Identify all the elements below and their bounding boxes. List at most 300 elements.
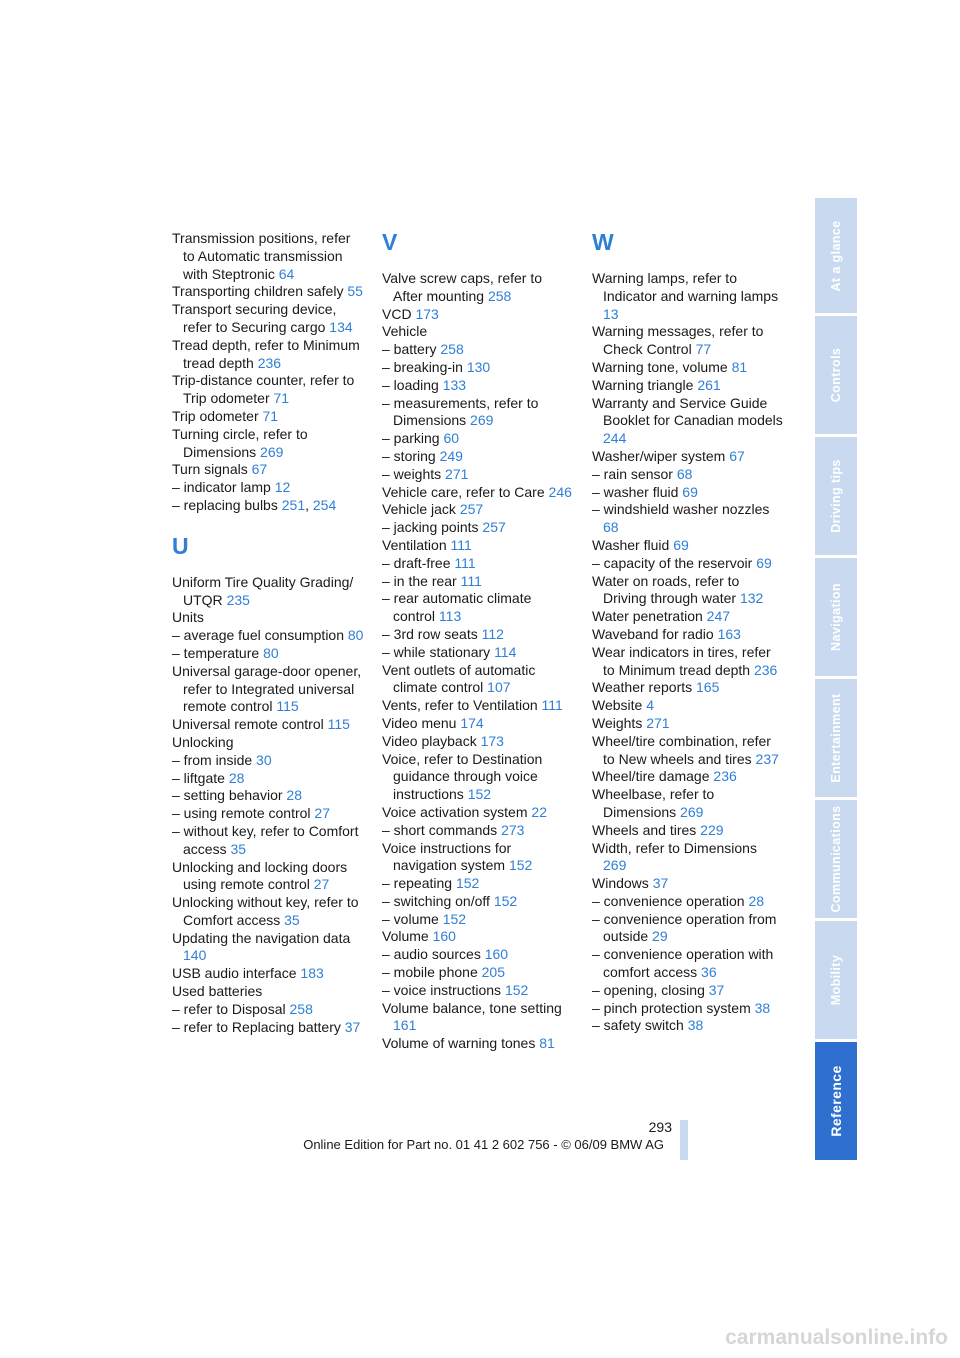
index-entry-text: Vehicle care, refer to Care	[382, 483, 545, 500]
index-entry	[592, 875, 784, 893]
index-entry-text: Warning tone, volume	[592, 358, 728, 375]
page-reference-link[interactable]: 257	[459, 501, 484, 518]
index-entry	[592, 608, 784, 626]
index-entry	[382, 822, 574, 840]
index-entry-text: – loading	[382, 376, 439, 393]
tab-controls[interactable]: Controls	[815, 316, 857, 434]
page-reference-link[interactable]: 67	[251, 461, 268, 478]
page-reference-link[interactable]: 134	[329, 318, 353, 335]
index-entry	[382, 733, 574, 751]
index-entry-text: Washer/wiper system	[592, 447, 726, 464]
page-reference-link[interactable]: 68	[676, 465, 693, 482]
page-reference-link[interactable]: 273	[501, 821, 525, 838]
index-entry	[592, 573, 784, 609]
page-reference-link[interactable]: 130	[466, 358, 491, 375]
index-entry-text: Water penetration	[592, 608, 703, 625]
index-entry-text: – short commands	[382, 821, 498, 838]
index-entry	[382, 626, 574, 644]
index-entry	[592, 840, 784, 876]
index-entry	[382, 751, 574, 804]
index-entry-text: Warning triangle	[592, 376, 694, 393]
page-reference-link[interactable]: 269	[260, 443, 284, 460]
index-entry-text: – while stationary	[382, 643, 491, 660]
index-entry	[382, 555, 574, 573]
index-entry	[172, 337, 364, 373]
index-entry	[172, 734, 364, 752]
page-reference-link[interactable]: 111	[541, 697, 563, 714]
page-reference-link[interactable]: 205	[481, 964, 505, 981]
page-reference-link[interactable]: 80	[347, 627, 364, 644]
index-entry-text: Website	[592, 697, 643, 714]
index-entry-text: – windshield washer nozzles	[592, 501, 770, 518]
index-entry-text: Universal garage-door opener, refer to Integrated universal remote control	[172, 662, 362, 715]
page-reference-link[interactable]: 22	[531, 803, 547, 820]
index-entry	[172, 627, 364, 645]
index-entry-text: VCD	[382, 305, 412, 322]
index-entry	[592, 786, 784, 822]
page-reference-link[interactable]: 237	[755, 750, 779, 767]
page-reference-link[interactable]: 30	[256, 751, 272, 768]
index-entry	[592, 946, 784, 982]
page-reference-link[interactable]: 271	[646, 714, 670, 731]
page-reference-link[interactable]: 36	[701, 964, 717, 981]
index-entry-text: – indicator lamp	[172, 479, 271, 496]
index-entry-text: – safety switch	[592, 1017, 684, 1034]
page-reference-link[interactable]: 257	[482, 519, 506, 536]
index-entry	[172, 930, 364, 966]
index-entry	[592, 644, 784, 680]
index-entry-text: Windows	[592, 875, 649, 892]
index-entry-text: – opening, closing	[592, 981, 705, 998]
index-entry	[592, 466, 784, 484]
index-entry	[382, 911, 574, 929]
index-entry-text: – weights	[382, 465, 442, 482]
index-entry	[592, 768, 784, 786]
page-reference-link[interactable]: 12	[274, 479, 291, 496]
page-number-bar	[680, 1120, 688, 1160]
index-entry-text: USB audio interface	[172, 965, 297, 982]
index-entry-text: Trip-distance counter, refer to Trip odometer	[172, 372, 355, 407]
page-reference-link[interactable]: 247	[706, 608, 731, 625]
page-reference-link[interactable]: 69	[673, 536, 689, 553]
index-entry-text: Wheel/tire damage	[592, 768, 710, 785]
index-entry-text: – average fuel consumption	[172, 627, 344, 644]
index-entry-text: Unlocking and locking doors using remote control	[172, 858, 348, 893]
section-tabs	[815, 198, 857, 1160]
index-entry	[172, 574, 364, 610]
index-entry	[172, 787, 364, 805]
index-entry-text: Uniform Tire Quality Grading/ UTQR	[172, 573, 354, 608]
index-entry	[172, 770, 364, 788]
index-entry-text: Units	[172, 609, 204, 626]
page-reference-link[interactable]: 28	[748, 892, 765, 909]
page-reference-link[interactable]: 174	[460, 714, 484, 731]
index-letter-heading: V	[382, 229, 398, 255]
index-entry	[172, 823, 364, 859]
index-entry	[382, 875, 574, 893]
index-entry	[382, 573, 574, 591]
index-entry	[382, 964, 574, 982]
index-entry	[592, 679, 784, 697]
page-reference-link[interactable]: 152	[467, 786, 492, 803]
index-entry	[592, 377, 784, 395]
section-spacer	[172, 515, 364, 534]
index-entry	[592, 270, 784, 323]
index-entry-text: Warning messages, refer to Check Control	[592, 323, 764, 358]
index-entry-text: Vents, refer to Ventilation	[382, 697, 538, 714]
index-entry	[382, 448, 574, 466]
page-reference-link[interactable]: 37	[344, 1018, 361, 1035]
page-reference-link[interactable]: 71	[273, 390, 290, 407]
index-entry-text: Volume of warning tones	[382, 1035, 536, 1052]
index-entry-text: Warning lamps, refer to Indicator and warning lamps	[592, 270, 779, 304]
index-letter-heading: U	[172, 532, 189, 559]
index-column-2	[382, 230, 574, 1053]
index-entry	[382, 484, 574, 502]
index-entry-text: – refer to Replacing battery	[172, 1018, 341, 1035]
index-entry	[382, 466, 574, 484]
page-reference-link[interactable]: 81	[539, 1035, 555, 1052]
page-reference-link[interactable]: 152	[455, 875, 480, 892]
index-entry-text: – draft-free	[382, 554, 451, 571]
index-entry	[172, 609, 364, 627]
index-entry	[592, 484, 784, 502]
index-entry-text: Water on roads, refer to Driving through water	[592, 572, 740, 607]
page-reference-link[interactable]: 37	[652, 875, 669, 892]
page-reference-link[interactable]: 235	[226, 591, 250, 608]
index-entry-text: – parking	[382, 430, 440, 447]
index-entry-text: Video menu	[382, 714, 457, 731]
page-reference-link[interactable]: 165	[696, 679, 720, 696]
index-entry-text: – refer to Disposal	[172, 1000, 286, 1017]
index-entry-text: – rain sensor	[592, 465, 673, 482]
tab-communications[interactable]: Communications	[815, 800, 857, 918]
tab-navigation[interactable]: Navigation	[815, 558, 857, 676]
page-reference-link[interactable]: 27	[313, 876, 330, 893]
page-reference-link[interactable]: 35	[284, 911, 300, 928]
index-entry	[382, 928, 574, 946]
page-reference-link[interactable]: 112	[481, 625, 504, 642]
index-entry-text: – rear automatic climate control	[382, 590, 532, 625]
page-reference-link[interactable]: 28	[228, 769, 245, 786]
index-entry	[172, 859, 364, 895]
page-reference-link[interactable]: 27	[314, 805, 330, 822]
index-entry-text: – measurements, refer to Dimensions	[382, 394, 539, 429]
index-entry	[382, 323, 574, 341]
tab-driving-tips[interactable]: Driving tips	[815, 437, 857, 555]
index-entry-text: Updating the navigation data	[172, 929, 351, 946]
index-column-1	[172, 230, 364, 1036]
page-reference-link[interactable]: 258	[440, 341, 464, 358]
index-entry-text: Volume	[382, 928, 429, 945]
index-entry-text: Washer fluid	[592, 536, 670, 553]
page-reference-link[interactable]: 71	[262, 407, 279, 424]
index-column-3	[592, 230, 784, 1035]
page-reference-link[interactable]: 80	[263, 644, 279, 661]
index-entry	[592, 395, 784, 448]
index-entry	[382, 270, 574, 306]
page-reference-link[interactable]: 261	[697, 376, 721, 393]
page-reference-link[interactable]: 246	[548, 483, 572, 500]
index-entry-text: – mobile phone	[382, 964, 478, 981]
index-entry-text: Width, refer to Dimensions	[592, 839, 757, 856]
page-reference-link[interactable]: 163	[717, 625, 741, 642]
tab-mobility[interactable]: Mobility	[815, 921, 857, 1039]
index-entry	[172, 965, 364, 983]
index-entry	[382, 840, 574, 876]
index-entry-text: Unlocking	[172, 733, 234, 750]
index-entry-text: Volume balance, tone setting	[382, 999, 562, 1016]
index-entry-text: – volume	[382, 910, 439, 927]
index-entry-text: Video playback	[382, 732, 477, 749]
index-entry-text: Transporting children safely	[172, 283, 344, 300]
index-entry-text: Tread depth, refer to Minimum tread depth	[172, 336, 360, 371]
index-entry-text: – temperature	[172, 644, 260, 661]
index-entry-text: Voice, refer to Destination guidance through voice instructions	[382, 750, 543, 803]
index-entry	[592, 822, 784, 840]
page-reference-link[interactable]: 254	[312, 496, 337, 513]
index-entry-text: Wheel/tire combination, refer to New wheels and tires	[592, 732, 771, 767]
page-reference-link[interactable]: 152	[442, 910, 467, 927]
index-entry	[382, 501, 574, 519]
page-reference-link[interactable]: 55	[347, 283, 363, 300]
index-entry-text: Wheelbase, refer to Dimensions	[592, 786, 715, 820]
index-entry-text: – battery	[382, 341, 437, 358]
index-entry	[172, 230, 364, 283]
page-reference-link[interactable]: 160	[484, 946, 509, 963]
index-entry-text: Voice instructions for navigation system	[382, 839, 512, 874]
index-entry	[172, 663, 364, 716]
page-reference-link[interactable]: 133	[442, 376, 467, 393]
page-reference-link[interactable]: 140	[183, 947, 207, 964]
page-reference-link[interactable]: 258	[289, 1000, 313, 1017]
index-entry-text: Ventilation	[382, 536, 447, 553]
page-reference-link[interactable]: 152	[508, 857, 533, 874]
page-reference-link[interactable]: 236	[257, 354, 282, 371]
index-entry	[382, 590, 574, 626]
index-entry-text: – washer fluid	[592, 483, 679, 500]
index-entry	[592, 733, 784, 769]
index-entry-text: Turning circle, refer to Dimensions	[172, 425, 308, 460]
index-entry	[382, 359, 574, 377]
page-reference-link[interactable]: 38	[754, 999, 771, 1016]
page-reference-link[interactable]: 28	[286, 787, 302, 804]
page-reference-link[interactable]: 69	[682, 483, 698, 500]
index-entry	[592, 715, 784, 733]
index-entry-text: – replacing bulbs	[172, 496, 278, 513]
page-reference-link[interactable]: 111	[454, 554, 476, 571]
index-entry	[172, 716, 364, 734]
index-entry-text: – convenience operation from outside	[592, 910, 777, 945]
index-entry-text: Weather reports	[592, 679, 693, 696]
index-entry-text: Warranty and Service Guide Booklet for Canadian models	[592, 394, 783, 429]
index-entry-text: – convenience operation	[592, 892, 745, 909]
page-reference-link[interactable]: 173	[415, 305, 439, 322]
page-reference-link[interactable]: 4	[646, 697, 655, 714]
footer-edition: Online Edition for Part no. 01 41 2 602 756 - © 06/09 BMW AG	[303, 1137, 664, 1152]
index-entry-text: Turn signals	[172, 461, 248, 478]
index-entry	[172, 301, 364, 337]
index-entry	[382, 1000, 574, 1036]
index-entry	[592, 555, 784, 573]
page-reference-link[interactable]: 258	[487, 287, 512, 304]
index-entry-text: Transmission positions, refer to Automatic transmission with Steptronic	[172, 230, 351, 282]
index-letter-heading: W	[592, 229, 614, 255]
index-entry-text: Unlocking without key, refer to Comfort access	[172, 894, 359, 928]
index-entry	[172, 645, 364, 663]
index-entry-text: Waveband for radio	[592, 625, 714, 642]
index-entry	[592, 697, 784, 715]
tab-entertainment[interactable]: Entertainment	[815, 679, 857, 797]
page-reference-link[interactable]: 68	[603, 519, 619, 536]
index-entry	[382, 341, 574, 359]
index-entry	[382, 804, 574, 822]
index-entry	[172, 461, 364, 479]
index-entry	[382, 430, 574, 448]
index-entry-text: Universal remote control	[172, 716, 324, 733]
page-reference-link[interactable]: 113	[438, 608, 462, 625]
index-entry	[172, 426, 364, 462]
index-entry	[172, 983, 364, 1001]
page-reference-link[interactable]: 269	[680, 803, 704, 820]
page-reference-link[interactable]: 81	[731, 358, 748, 375]
index-entry-text: – breaking-in	[382, 358, 463, 375]
index-entry	[382, 395, 574, 431]
index-entry	[382, 697, 574, 715]
page-reference-link[interactable]: 67	[729, 447, 745, 464]
page-reference-link[interactable]: 236	[753, 661, 778, 678]
page-reference-link[interactable]: 64	[278, 265, 295, 282]
page-reference-link[interactable]: 152	[504, 981, 529, 998]
page-reference-link[interactable]: 111	[450, 536, 472, 553]
index-entry-text: – from inside	[172, 751, 253, 768]
index-entry-text: Transport securing device, refer to Securing cargo	[172, 301, 337, 335]
page-reference-link[interactable]: 244	[603, 430, 627, 447]
page-reference-link[interactable]: 37	[708, 981, 725, 998]
index-entry	[592, 359, 784, 377]
index-entry	[172, 894, 364, 930]
page-reference-link[interactable]: 152	[493, 892, 518, 909]
index-entry	[592, 911, 784, 947]
page-reference-link[interactable]: 249	[439, 447, 463, 464]
index-entry	[382, 306, 574, 324]
page-reference-link[interactable]: 251	[281, 496, 306, 513]
index-entry-text: Wear indicators in tires, refer to Minimum tread depth	[592, 643, 771, 678]
index-entry-text: Wheels and tires	[592, 821, 697, 838]
index-entry	[592, 893, 784, 911]
page-reference-link[interactable]: 183	[300, 965, 324, 982]
page-reference-link[interactable]: 236	[713, 768, 737, 785]
index-entry	[592, 1017, 784, 1035]
index-entry	[382, 377, 574, 395]
index-entry-text: – using remote control	[172, 805, 311, 822]
page-reference-link[interactable]: 29	[652, 928, 668, 945]
index-entry-text: – convenience operation with comfort access	[592, 946, 774, 981]
index-entry	[172, 408, 364, 426]
index-entry-text: Valve screw caps, refer to After mounting	[382, 270, 543, 304]
page-reference-link[interactable]: 269	[470, 412, 494, 429]
index-entry-text: – jacking points	[382, 519, 479, 536]
page-reference-link[interactable]: 271	[445, 465, 469, 482]
page-reference-link[interactable]: 160	[432, 928, 456, 945]
page-reference-link[interactable]: 107	[487, 679, 511, 696]
page-reference-link[interactable]: 115	[276, 698, 299, 715]
index-entry-text: – audio sources	[382, 946, 481, 963]
index-entry-text: – setting behavior	[172, 787, 283, 804]
index-entry	[592, 982, 784, 1000]
page-reference-link[interactable]: 115	[327, 716, 350, 733]
index-entry	[382, 1035, 574, 1053]
index-entry	[172, 1001, 364, 1019]
index-entry-text: – switching on/off	[382, 892, 490, 909]
index-entry-text: Vehicle jack	[382, 501, 456, 518]
index-entry-text: – without key, refer to Comfort access	[172, 822, 359, 857]
index-entry-text: Vent outlets of automatic climate control	[382, 661, 536, 696]
index-entry	[382, 893, 574, 911]
tab-at-a-glance[interactable]: At a glance	[815, 198, 857, 313]
watermark: carmanualsonline.info	[725, 1326, 948, 1349]
index-entry	[592, 626, 784, 644]
page-reference-link[interactable]: 173	[480, 732, 504, 749]
index-entry	[592, 448, 784, 466]
index-entry-text: – storing	[382, 447, 436, 464]
index-entry-text: Used batteries	[172, 983, 263, 1000]
index-entry	[172, 372, 364, 408]
page-reference-link[interactable]: 13	[603, 305, 619, 322]
index-entry	[172, 479, 364, 497]
index-entry	[172, 283, 364, 301]
index-entry: – replacing bulbs 251, 254	[172, 496, 337, 513]
index-entry	[592, 537, 784, 555]
index-entry	[382, 946, 574, 964]
index-entry	[382, 715, 574, 733]
page-reference-link[interactable]: 69	[756, 554, 772, 571]
index-entry	[382, 982, 574, 1000]
page-reference-link[interactable]: 35	[230, 840, 247, 857]
page-number: 293	[648, 1119, 672, 1135]
tab-reference[interactable]: Reference	[815, 1042, 857, 1160]
index-entry	[172, 1019, 364, 1037]
index-entry	[172, 752, 364, 770]
index-entry	[592, 501, 784, 537]
index-entry-text: – 3rd row seats	[382, 625, 478, 642]
index-entry-text: – liftgate	[172, 769, 225, 786]
index-entry-text: Trip odometer	[172, 407, 259, 424]
page-reference-link[interactable]: 60	[443, 430, 460, 447]
index-entry	[592, 1000, 784, 1018]
index-entry	[382, 519, 574, 537]
page-reference-link[interactable]: 132	[739, 590, 764, 607]
index-entry	[172, 805, 364, 823]
page-reference-link[interactable]: 114	[494, 643, 517, 660]
index-entry-text: – repeating	[382, 875, 453, 892]
index-entry-text: Weights	[592, 714, 643, 731]
page-reference-link[interactable]: 229	[700, 821, 724, 838]
index-entry	[382, 644, 574, 662]
index-entry-text: – voice instructions	[382, 981, 502, 998]
index-entry-text: Vehicle	[382, 323, 428, 340]
page-reference-link[interactable]: 38	[687, 1017, 704, 1034]
index-entry-text: – pinch protection system	[592, 999, 751, 1016]
index-entry	[382, 662, 574, 698]
index-entry-text: – in the rear	[382, 572, 457, 589]
index-entry	[592, 323, 784, 359]
index-entry-text: – capacity of the reservoir	[592, 554, 753, 571]
page-reference-link[interactable]: 111	[460, 572, 482, 589]
page-reference-link[interactable]: 77	[695, 341, 712, 358]
page-reference-link[interactable]: 269	[603, 857, 627, 874]
page-reference-link[interactable]: 161	[393, 1017, 417, 1034]
